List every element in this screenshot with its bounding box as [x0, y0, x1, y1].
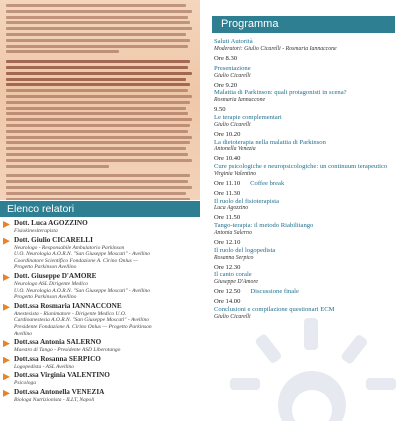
- intro-line: [6, 141, 190, 144]
- session-time: Ore 12.50: [214, 288, 241, 296]
- session-title: Cure psicologiche e neuropsicologiche: un continuum terapeutico: [214, 163, 388, 171]
- intro-line: [6, 130, 188, 133]
- speaker-role: Biologa Nutrizionista - ILLT, Napoli: [14, 396, 95, 403]
- speaker-role: Logopedista - ASL Avellino: [14, 363, 75, 370]
- session-time: 9.50: [214, 106, 226, 114]
- intro-line: [6, 124, 190, 127]
- program-session: [214, 288, 398, 296]
- speaker-name: Dott. Giuseppe D'AMORE: [14, 271, 97, 280]
- speaker-item: [0, 388, 200, 404]
- session-time: Ore 10.40: [214, 155, 241, 163]
- speaker-role: U.O. Neurologia A.O.R.N. "San Giuseppe Moscati" - Avellino: [14, 287, 151, 294]
- session-time: Ore 10.20: [214, 130, 241, 138]
- program-session: [214, 214, 398, 236]
- intro-line: [6, 101, 190, 104]
- intro-line: [6, 89, 188, 92]
- speaker-item: [0, 338, 200, 354]
- program-session: [214, 298, 398, 320]
- speaker-role: Anestesista - Rianimatore - Dirigente Medico U.O.: [14, 310, 127, 317]
- speaker-role: Neurologo - Responsabile Ambulatorio Parkinson: [14, 244, 125, 251]
- session-title: Il canto corale: [214, 271, 252, 279]
- intro-line: [6, 4, 186, 7]
- session-time: Ore 8.30: [214, 54, 238, 62]
- speaker-role: Fisiokinesiterapista: [14, 228, 58, 234]
- intro-line: [6, 159, 192, 162]
- speaker-name: Dott.ssa Rosanna SERPICO: [14, 354, 101, 363]
- speaker-text: [14, 302, 200, 337]
- speaker-name: Dott. Luca AGOZZINO: [14, 219, 88, 227]
- program-session: [214, 155, 398, 177]
- speaker-text: [14, 355, 200, 371]
- speaker-text: [14, 371, 200, 387]
- speaker-list: [0, 219, 200, 421]
- intro-line: [6, 153, 188, 156]
- intro-line: [6, 83, 190, 86]
- session-time: Ore 9.20: [214, 81, 238, 89]
- intro-line: [6, 10, 192, 13]
- program-session: [214, 38, 398, 53]
- relatori-title: Elenco relatori: [7, 203, 75, 215]
- intro-line: [6, 165, 109, 168]
- session-speaker: Rosmaria Iannaccone: [214, 97, 266, 104]
- program-session: [214, 180, 398, 188]
- speaker-item: [0, 272, 200, 301]
- intro-line: [6, 147, 186, 150]
- speaker-item: [0, 219, 200, 235]
- triangle-bullet-icon: [3, 238, 10, 245]
- program-session: [214, 131, 398, 153]
- intro-line: [6, 192, 186, 195]
- session-speaker: Virginia Valentino: [214, 170, 257, 177]
- program-session: [214, 190, 398, 212]
- session-speaker: Giuseppe D'Amore: [214, 279, 259, 286]
- program-sessions: [214, 38, 398, 323]
- program-session: [214, 264, 398, 286]
- speaker-name: Dott.ssa Antonia SALERNO: [14, 338, 102, 347]
- program-session: [214, 239, 398, 261]
- triangle-bullet-icon: [3, 304, 10, 311]
- speaker-text: [14, 338, 200, 354]
- speaker-role: Neurologo ASL Dirigente Medico: [14, 280, 88, 287]
- intro-line: [6, 50, 119, 53]
- speaker-role: Psicologa: [14, 380, 36, 387]
- session-time: Ore 14.00: [214, 298, 241, 306]
- session-title: La dietoterapia nella malattia di Parkinson: [214, 138, 326, 146]
- speaker-role: Coordinatore Scientifico Fondazione A. Cirino Onlus —: [14, 257, 139, 264]
- session-title: Saluti Autorità: [214, 38, 253, 45]
- speaker-text: [14, 236, 200, 271]
- program-session: [214, 55, 398, 63]
- speaker-role: Avellino: [14, 330, 33, 337]
- intro-line: [6, 72, 192, 75]
- intro-line: [6, 78, 186, 81]
- intro-line: [6, 39, 190, 42]
- session-time: Ore 12.10: [214, 239, 241, 246]
- session-title: Conclusioni e compilazione questionari ECM: [214, 305, 335, 313]
- program-session: [214, 65, 398, 80]
- speaker-name: Dott.ssa Antonella VENEZIA: [14, 387, 105, 396]
- intro-line: [6, 186, 192, 189]
- intro-line: [6, 174, 190, 177]
- session-speaker: Rosanna Serpico: [214, 254, 254, 261]
- intro-line: [6, 66, 188, 69]
- session-speaker: Luca Agozzino: [214, 205, 249, 212]
- intro-line: [6, 45, 188, 48]
- intro-line: [6, 112, 188, 115]
- program-session: [214, 106, 398, 128]
- session-speaker: Antonella Venezia: [214, 146, 256, 153]
- session-title: Discussione finale: [250, 288, 299, 296]
- speaker-name: Dott. Giulio CICARELLI: [14, 235, 93, 244]
- intro-line: [6, 107, 186, 110]
- intro-line: [6, 118, 192, 121]
- session-title: Tango-terapia: il metodo Riabilitango: [214, 222, 314, 230]
- session-speaker: Giulio Cicarelli: [214, 72, 251, 79]
- intro-line: [6, 21, 190, 24]
- speaker-item: [0, 371, 200, 387]
- program-session: [214, 82, 398, 104]
- speaker-role: Progetto Parkinson Avellino: [14, 294, 77, 301]
- session-title: Malattia di Parkinson: quali protagonisti in scena?: [214, 89, 347, 97]
- intro-text-block: [0, 0, 200, 200]
- triangle-bullet-icon: [3, 357, 10, 364]
- session-time: Ore 11.10: [214, 179, 241, 187]
- session-title: Le terapie complementari: [214, 113, 282, 121]
- intro-line: [6, 198, 190, 201]
- right-column: [200, 0, 400, 421]
- triangle-bullet-icon: [3, 390, 10, 397]
- intro-line: [6, 33, 186, 36]
- speaker-role: Progetto Parkinson Avellino: [14, 264, 77, 271]
- session-title: Coffee break: [250, 179, 285, 187]
- programma-header: [212, 16, 395, 33]
- session-speaker: Moderatori: Giulio Cicarelli - Rosmaria Iannaccone: [214, 45, 337, 52]
- speaker-text: [14, 219, 200, 235]
- speaker-text: [14, 388, 200, 404]
- session-title: Il ruolo del logopedista: [214, 246, 276, 254]
- intro-line: [6, 16, 188, 19]
- intro-line: [6, 180, 188, 183]
- triangle-bullet-icon: [3, 373, 10, 380]
- intro-line: [6, 60, 190, 63]
- speaker-item: [0, 355, 200, 371]
- session-time: Ore 11.30: [214, 189, 241, 197]
- session-time: Ore 12.30: [214, 263, 241, 271]
- speaker-role: Cardioanestesia A.O.R.N. "San Giuseppe Moscati" - Avellino: [14, 317, 149, 324]
- speaker-role: Presidente Fondazione A. Cirino Onlus — Progetto Parkinson: [14, 323, 152, 330]
- session-speaker: Giulio Cicarelli: [214, 313, 251, 320]
- session-title: Presentazione: [214, 64, 251, 72]
- intro-paragraph: [6, 4, 194, 200]
- session-title: Il ruolo del fisioterapista: [214, 197, 280, 205]
- intro-line: [6, 136, 192, 139]
- intro-line: [6, 95, 192, 98]
- session-time: Ore 11.50: [214, 214, 241, 222]
- speaker-role: U.O. Neurologia A.O.R.N. "San Giuseppe Moscati" - Avellino: [14, 251, 151, 258]
- speaker-item: [0, 302, 200, 337]
- triangle-bullet-icon: [3, 221, 10, 228]
- speaker-name: Dott.ssa Rosmaria IANNACCONE: [14, 301, 122, 310]
- session-speaker: Antonia Salerno: [214, 230, 252, 237]
- triangle-bullet-icon: [3, 340, 10, 347]
- speaker-role: Maestro di Tango - Presidente ASD Liberotango: [14, 347, 121, 354]
- speaker-text: [14, 272, 200, 301]
- triangle-bullet-icon: [3, 274, 10, 281]
- intro-line: [6, 27, 192, 30]
- relatori-header: [0, 201, 200, 217]
- speaker-item: [0, 236, 200, 271]
- speaker-name: Dott.ssa Virginia VALENTINO: [14, 371, 110, 380]
- programma-title: Programma: [221, 18, 279, 30]
- session-speaker: Giulio Cicarelli: [214, 121, 251, 128]
